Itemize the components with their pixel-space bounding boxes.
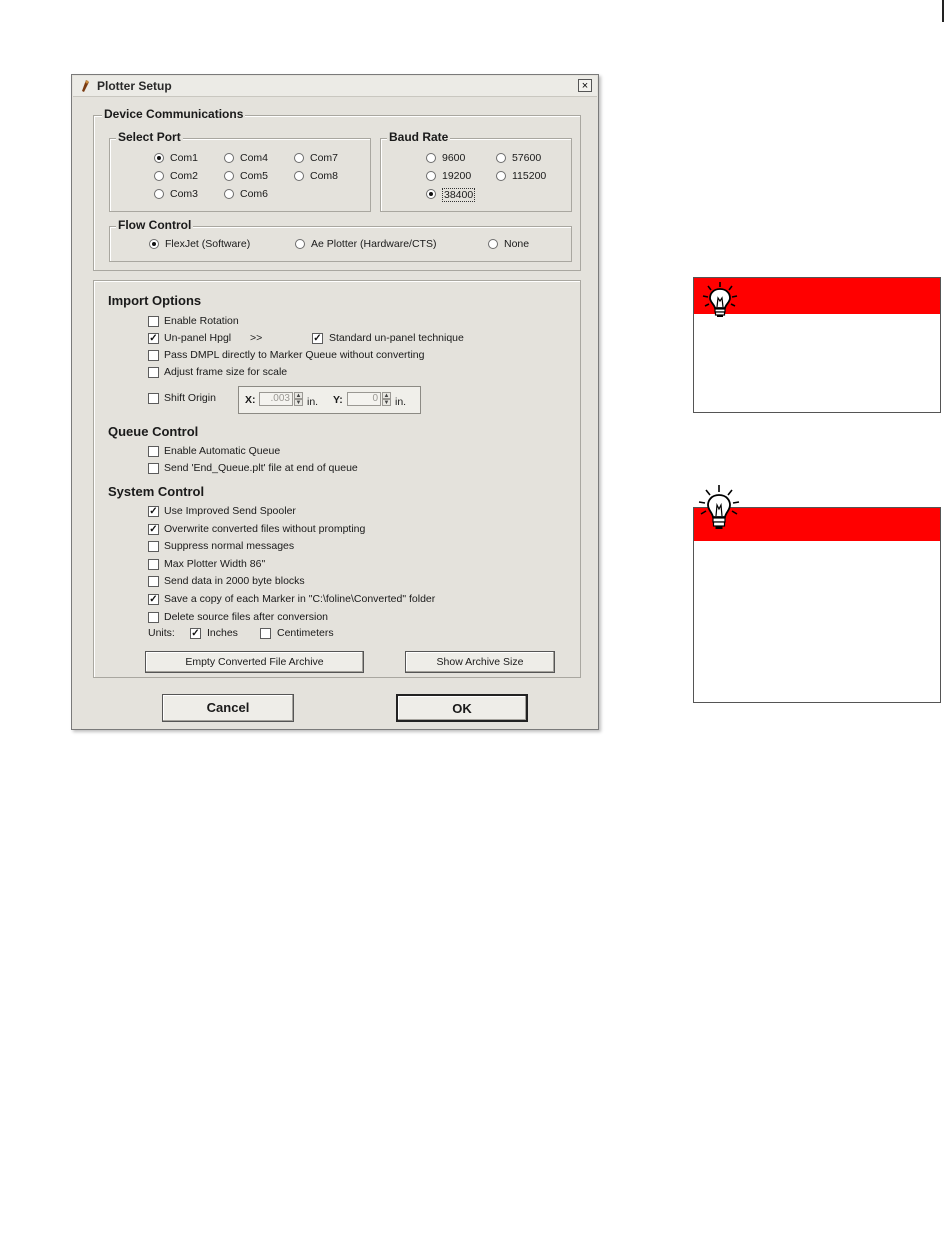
select-port-group: [109, 130, 371, 212]
lightbulb-icon: [697, 484, 741, 538]
baud-115200-label: 115200: [512, 170, 547, 182]
enable-rotation-label: Enable Rotation: [164, 315, 239, 327]
x-spin-up-icon[interactable]: ▲: [295, 393, 302, 399]
y-label: Y:: [333, 394, 343, 406]
lightbulb-icon: [700, 280, 740, 320]
suppress-messages-label: Suppress normal messages: [164, 540, 295, 553]
device-communications-title: Device Communications: [104, 107, 244, 121]
send-2000-byte-label: Send data in 2000 byte blocks: [164, 575, 305, 588]
port-com1-label: Com1: [170, 152, 199, 164]
flow-control-group: [109, 218, 572, 262]
import-options-title: Import Options: [108, 293, 202, 308]
baud-19200-label: 19200: [442, 170, 472, 182]
port-com8-label: Com8: [310, 170, 339, 182]
system-control-title: System Control: [108, 484, 205, 499]
port-com7-radio[interactable]: [294, 153, 304, 163]
pass-dmpl-checkbox[interactable]: [148, 350, 159, 361]
enable-rotation-checkbox[interactable]: [148, 316, 159, 327]
y-offset-input[interactable]: 0: [347, 392, 381, 406]
queue-control-title: Queue Control: [108, 424, 199, 439]
device-communications-group: [93, 107, 581, 271]
adjust-frame-label: Adjust frame size for scale: [164, 366, 288, 378]
window-title: Plotter Setup: [97, 79, 172, 93]
x-label: X:: [245, 394, 256, 406]
centimeters-label: Centimeters: [277, 627, 334, 639]
port-com4-label: Com4: [240, 152, 269, 164]
baud-38400-radio[interactable]: [426, 189, 436, 199]
x-spin-down-icon[interactable]: ▼: [295, 400, 302, 406]
send-2000-byte-checkbox[interactable]: [148, 576, 159, 587]
adjust-frame-checkbox[interactable]: [148, 367, 159, 378]
baud-57600-label: 57600: [512, 152, 542, 164]
enable-auto-queue-checkbox[interactable]: [148, 446, 159, 457]
improved-spooler-checkbox[interactable]: ✓: [149, 506, 158, 517]
port-com5-radio[interactable]: [224, 171, 234, 181]
tip-box-1: [693, 277, 941, 413]
page-edge-bar: [942, 0, 944, 22]
shift-origin-panel: [238, 386, 421, 414]
send-end-queue-checkbox[interactable]: [148, 463, 159, 474]
empty-archive-button[interactable]: Empty Converted File Archive: [145, 651, 364, 673]
inches-label: Inches: [207, 627, 238, 639]
save-marker-copy-checkbox[interactable]: ✓: [149, 594, 158, 605]
port-com7-label: Com7: [310, 152, 339, 164]
baud-rate-title: Baud Rate: [389, 130, 449, 144]
port-com2-radio[interactable]: [154, 171, 164, 181]
close-icon[interactable]: ×: [578, 79, 592, 92]
flow-none-label: None: [504, 238, 530, 250]
baud-115200-radio[interactable]: [496, 171, 506, 181]
baud-9600-radio[interactable]: [426, 153, 436, 163]
flow-none-radio[interactable]: [488, 239, 498, 249]
shift-origin-label: Shift Origin: [164, 392, 216, 404]
delete-source-label: Delete source files after conversion: [164, 610, 328, 623]
x-unit-label: in.: [307, 396, 319, 408]
baud-19200-radio[interactable]: [426, 171, 436, 181]
flow-flexjet-radio[interactable]: [149, 239, 159, 249]
baud-57600-radio[interactable]: [496, 153, 506, 163]
enable-auto-queue-label: Enable Automatic Queue: [164, 445, 281, 457]
improved-spooler-label: Use Improved Send Spooler: [164, 505, 296, 517]
unpanel-hpgl-checkbox[interactable]: ✓: [149, 333, 158, 344]
y-unit-label: in.: [395, 396, 407, 408]
port-com5-label: Com5: [240, 170, 269, 182]
delete-source-checkbox[interactable]: [148, 612, 159, 623]
plotter-setup-dialog: [71, 74, 599, 730]
suppress-messages-checkbox[interactable]: [148, 541, 159, 552]
title-bar[interactable]: [73, 76, 597, 97]
port-com3-radio[interactable]: [154, 189, 164, 199]
save-marker-copy-label: Save a copy of each Marker in "C:\foline\Converted" folder: [164, 593, 436, 605]
units-label: Units:: [148, 627, 175, 639]
baud-9600-label: 9600: [442, 152, 466, 164]
overwrite-converted-checkbox[interactable]: ✓: [149, 523, 158, 535]
flow-flexjet-label: FlexJet (Software): [165, 238, 251, 250]
show-archive-size-button[interactable]: Show Archive Size: [405, 651, 555, 673]
flow-ae-plotter-label: Ae Plotter (Hardware/CTS): [311, 238, 437, 250]
port-com1-radio[interactable]: [154, 153, 164, 163]
x-offset-input[interactable]: .003: [259, 392, 293, 406]
port-com2-label: Com2: [170, 170, 199, 182]
y-spin-down-icon[interactable]: ▼: [383, 400, 390, 406]
select-port-title: Select Port: [118, 130, 181, 144]
options-group: [93, 280, 581, 678]
port-com4-radio[interactable]: [224, 153, 234, 163]
app-icon: [81, 80, 89, 92]
port-com3-label: Com3: [170, 188, 199, 200]
standard-unpanel-label: Standard un-panel technique: [329, 332, 464, 344]
port-com6-radio[interactable]: [224, 189, 234, 199]
standard-unpanel-checkbox[interactable]: ✓: [313, 333, 322, 344]
ok-button[interactable]: OK: [396, 694, 528, 722]
baud-38400-label: 38400: [444, 189, 474, 201]
unpanel-hpgl-label: Un-panel Hpgl: [164, 332, 232, 344]
max-plotter-width-label: Max Plotter Width 86": [164, 557, 266, 570]
max-plotter-width-checkbox[interactable]: [148, 559, 159, 570]
y-spin-up-icon[interactable]: ▲: [383, 393, 390, 399]
flow-control-title: Flow Control: [118, 218, 192, 232]
shift-origin-checkbox[interactable]: [148, 393, 159, 404]
send-end-queue-label: Send 'End_Queue.plt' file at end of queue: [164, 462, 358, 474]
expand-arrows[interactable]: >>: [250, 332, 263, 344]
flow-ae-plotter-radio[interactable]: [295, 239, 305, 249]
inches-checkbox[interactable]: ✓: [191, 628, 200, 639]
port-com8-radio[interactable]: [294, 171, 304, 181]
port-com6-label: Com6: [240, 188, 269, 200]
overwrite-converted-label: Overwrite converted files without prompting: [164, 522, 366, 535]
baud-rate-group: [380, 130, 572, 212]
cancel-button[interactable]: Cancel: [162, 694, 294, 722]
pass-dmpl-label: Pass DMPL directly to Marker Queue without converting: [164, 349, 425, 361]
centimeters-checkbox[interactable]: [260, 628, 271, 639]
